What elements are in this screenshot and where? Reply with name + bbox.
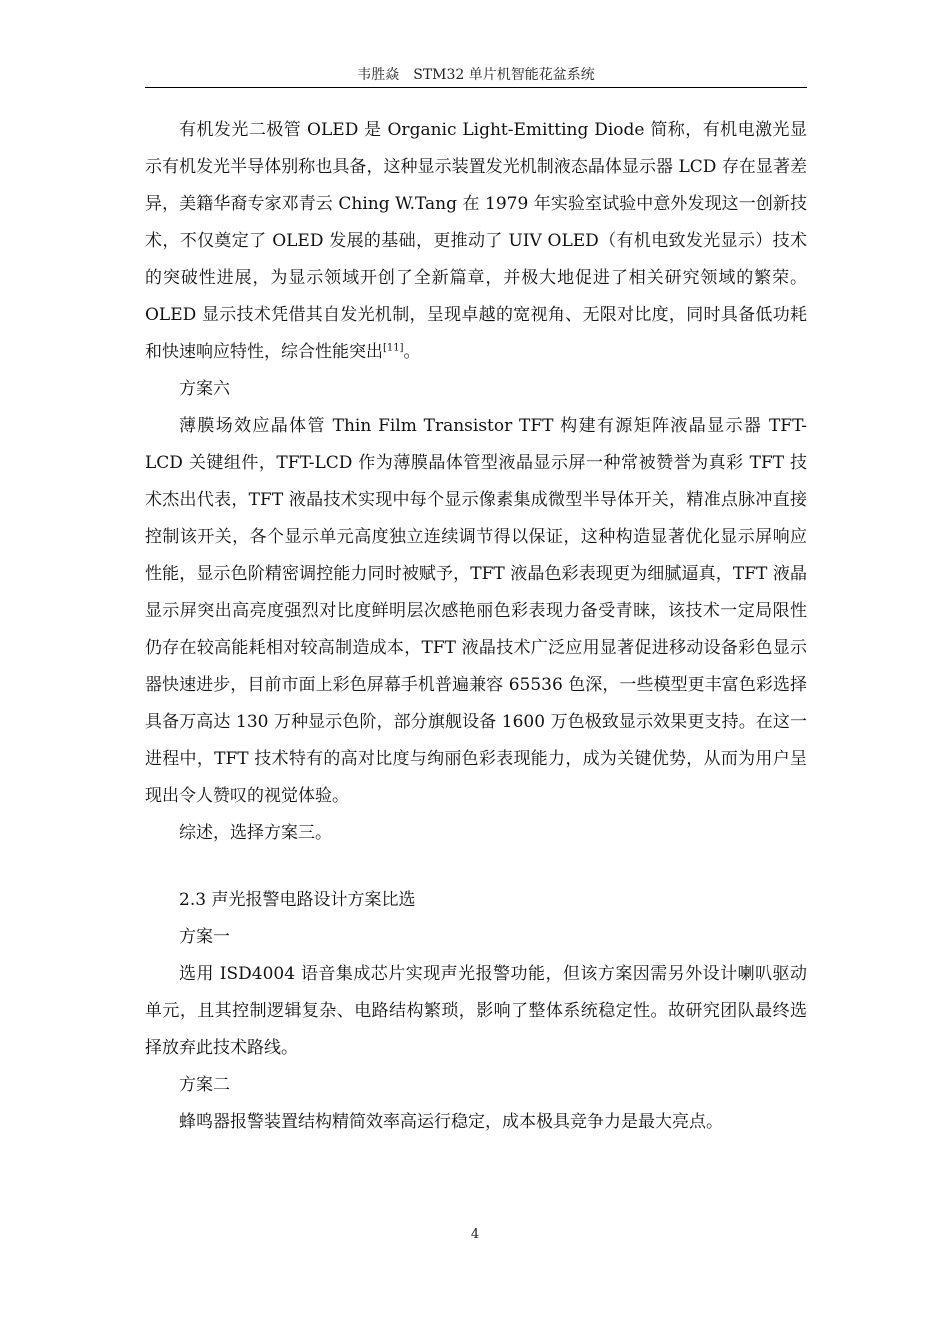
- header-rule: [145, 87, 807, 88]
- page-number: 4: [470, 1227, 480, 1242]
- oled-paragraph-end: 。: [403, 342, 421, 362]
- conclusion-paragraph: 综述，选择方案三。: [179, 823, 332, 843]
- section-heading: 2.3 声光报警电路设计方案比选: [179, 890, 416, 910]
- buzzer-paragraph: 蜂鸣器报警装置结构精简效率高运行稳定，成本极具竞争力是最大亮点。: [179, 1112, 723, 1132]
- oled-paragraph-text: 有机发光二极管 OLED 是 Organic Light-Emitting Diode 简称，有机电激光显示有机发光半导体别称也具备，这种显示装置发光机制液态晶体显示器 LCD 存在显著差异，美籍华裔专家邓青云 Ching W.Tang 在 1979 年实验室试验中意外发现这一创新技术，不仅奠定了 OLED 发展的基础，更推动了 UIV OLED（有机电致发光显示）技术的突破性进展，为显示领域开创了全新篇章，并极大地促进了相关研究领域的繁荣。OLED 显示技术凭借其自发光机制，呈现卓越的宽视角、无限对比度，同时具备低功耗和快速响应特性，综合性能突出: [145, 120, 807, 362]
- running-header: 韦胜焱 STM32 单片机智能花盆系统: [357, 67, 595, 83]
- isd-paragraph: 选用 ISD4004 语音集成芯片实现声光报警功能，但该方案因需另外设计喇叭驱动单元，且其控制逻辑复杂、电路结构繁琐，影响了整体系统稳定性。故研究团队最终选择放弃此技术路线。: [145, 964, 807, 1058]
- tft-paragraph: 薄膜场效应晶体管 Thin Film Transistor TFT 构建有源矩阵液晶显示器 TFT-LCD 关键组件，TFT-LCD 作为薄膜晶体管型液晶显示屏一种常被赞誉为真彩 TFT 技术杰出代表，TFT 液晶技术实现中每个显示像素集成微型半导体开关，精准点脉冲直接控制该开关，各个显示单元高度独立连续调节得以保证，这种构造显著优化显示屏响应性能，显示色阶精密调控能力同时被赋予，TFT 液晶色彩表现更为细腻逼真，TFT 液晶显示屏突出高亮度强烈对比度鲜明层次感艳丽色彩表现力备受青睐，该技术一定局限性仍存在较高能耗相对较高制造成本，TFT 液晶技术广泛应用显著促进移动设备彩色显示器快速进步，目前市面上彩色屏幕手机普遍兼容 65536 色深，一些模型更丰富色彩选择具备万高达 130 万种显示色阶，部分旗舰设备 1600 万色极致显示效果更支持。在这一进程中，TFT 技术特有的高对比度与绚丽色彩表现能力，成为关键优势，从而为用户呈现出令人赞叹的视觉体验。: [145, 416, 807, 806]
- oled-paragraph: [145, 112, 807, 371]
- body-text: [145, 112, 807, 1141]
- citation-marker: [11]: [383, 342, 404, 354]
- scheme-two-heading: 方案二: [179, 1075, 230, 1095]
- scheme-six-heading: 方案六: [179, 379, 230, 399]
- scheme-one-heading: 方案一: [179, 927, 230, 947]
